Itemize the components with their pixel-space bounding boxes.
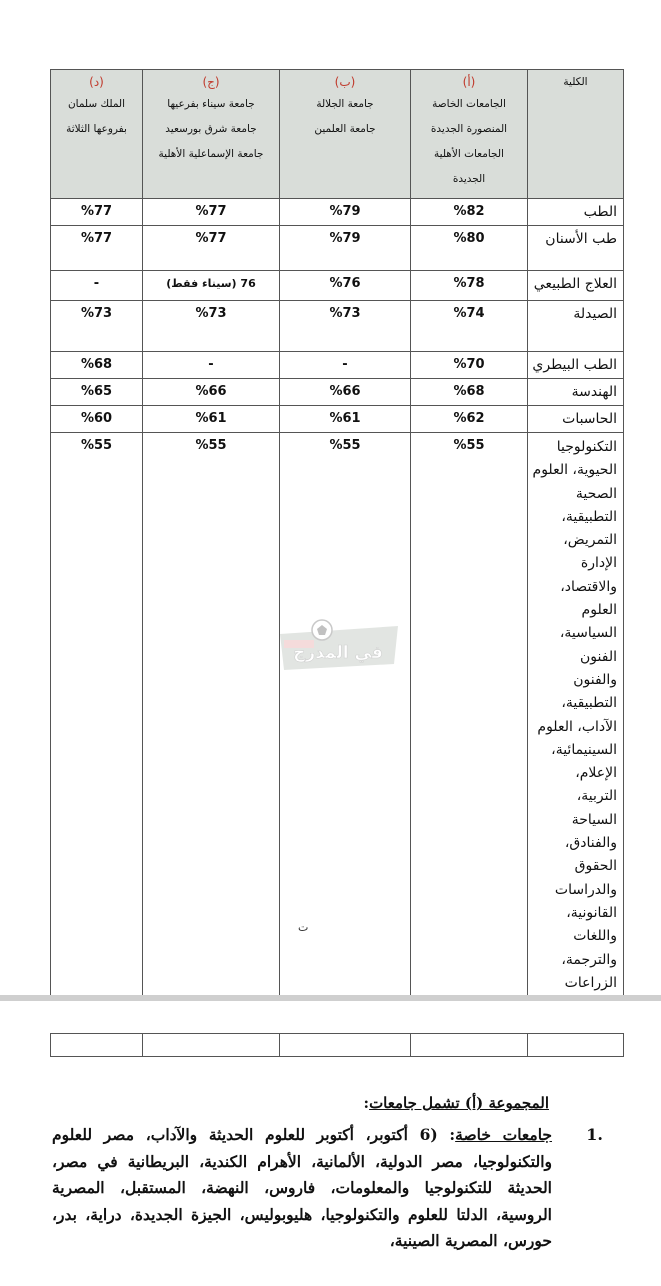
rate-cell-d: %55 (51, 433, 143, 1089)
page-mark: ت (298, 921, 309, 934)
college-cell: الصيدلة (528, 301, 624, 352)
header-group-a-lines: الجامعات الخاصة المنصورة الجديدة الجامعات الأهلية الجديدة (430, 98, 508, 185)
list-item-text: : (6 أكتوبر، أكتوبر للعلوم الحديثة والآداب، مصر للعلوم والتكنولوجيا، مصر الدولية، الألمانية، الأهرام الكندية، البريطانية في مصر، الحديثة للتكنولوجيا والمعلومات، فاروس، النهضة، المستقبل، المصرية الروسية، الدلتا للعلوم والتكنولوجيا، هليوبوليس، الجيزة الجديدة، دراية، بدر، حورس، المصرية الصينية، (52, 1125, 552, 1250)
header-group-b: (ب) جامعة الجلالة جامعة العلمين (280, 70, 411, 199)
college-cell: الهندسة (528, 379, 624, 406)
rate-cell-d: %73 (51, 301, 143, 352)
list-item-number: 1. (586, 1125, 603, 1144)
rate-cell-d: %77 (51, 226, 143, 271)
rate-cell-b: %66 (280, 379, 411, 406)
rate-cell-b: - (280, 352, 411, 379)
group-a-heading: المجموعة (أ) تشمل جامعات: (363, 1094, 549, 1112)
rate-cell-c: %61 (143, 406, 280, 433)
rate-cell-c: %77 (143, 226, 280, 271)
rate-cell-a: %78 (411, 271, 528, 301)
college-cell: العلاج الطبيعي (528, 271, 624, 301)
college-cell: التكنولوجيا الحيوية، العلوم الصحية التطبيقية، التمريض، الإدارة والاقتصاد، العلوم السياسية، الفنون والفنون التطبيقية، الآداب، العلوم السينيمائية، الإعلام، التربية، السياحة والفنادق، الحقوق والدراسات القانونية، واللغات والترجمة، الزراعات (528, 433, 624, 1089)
watermark-text: في المدرج (293, 643, 383, 663)
table-row (51, 301, 624, 352)
table-row (51, 406, 624, 433)
table-row (51, 199, 624, 226)
table-row (51, 271, 624, 301)
table-row (51, 352, 624, 379)
table-row (51, 226, 624, 271)
rate-cell-c: %55 (143, 433, 280, 1089)
rate-cell-a: %55 (411, 433, 528, 1089)
rate-cell-d: %60 (51, 406, 143, 433)
rate-cell-a: %74 (411, 301, 528, 352)
rate-cell-c: %66 (143, 379, 280, 406)
college-cell: طب الأسنان (528, 226, 624, 271)
college-cell: الحاسبات (528, 406, 624, 433)
rate-cell-a: %80 (411, 226, 528, 271)
rate-cell-a: %68 (411, 379, 528, 406)
college-cell: الطب البيطري (528, 352, 624, 379)
rate-cell-b: %79 (280, 226, 411, 271)
header-group-d: (د) الملك سلمان بفروعها الثلاثة (51, 70, 143, 199)
rate-cell-c: %77 (143, 199, 280, 226)
empty-cell (411, 1034, 528, 1057)
college-cell: الطب (528, 199, 624, 226)
list-item-label: جامعات خاصة (455, 1125, 552, 1144)
rate-cell-a: %62 (411, 406, 528, 433)
empty-cell (280, 1034, 411, 1057)
rate-cell-d: %77 (51, 199, 143, 226)
rate-cell-c: 76 (سيناء فقط) (143, 271, 280, 301)
rate-cell-d: - (51, 271, 143, 301)
admission-rates-table (50, 69, 624, 1089)
table-row (51, 379, 624, 406)
header-group-d-lines: الملك سلمان بفروعها الثلاثة (66, 98, 127, 135)
rate-cell-b: %55 (280, 433, 411, 1089)
empty-cell (143, 1034, 280, 1057)
header-group-c: (ج) جامعة سيناء بفرعيها جامعة شرق بورسعيد جامعة الإسماعلية الأهلية (143, 70, 280, 199)
rate-cell-b: %76 (280, 271, 411, 301)
rate-cell-a: %70 (411, 352, 528, 379)
empty-cell (528, 1034, 624, 1057)
header-group-a: (أ) الجامعات الخاصة المنصورة الجديدة الجامعات الأهلية الجديدة (411, 70, 528, 199)
empty-table-row (50, 1033, 624, 1057)
rate-cell-c: %73 (143, 301, 280, 352)
table-row (51, 1034, 624, 1057)
table-row (51, 433, 624, 1089)
rate-cell-b: %79 (280, 199, 411, 226)
rate-cell-a: %82 (411, 199, 528, 226)
rate-cell-c: - (143, 352, 280, 379)
header-group-b-lines: جامعة الجلالة جامعة العلمين (314, 98, 376, 135)
empty-cell (51, 1034, 143, 1057)
header-college: الكلية (528, 70, 624, 199)
rate-cell-b: %73 (280, 301, 411, 352)
rate-cell-b: %61 (280, 406, 411, 433)
list-item (52, 1122, 552, 1255)
header-group-c-lines: جامعة سيناء بفرعيها جامعة شرق بورسعيد جامعة الإسماعلية الأهلية (158, 98, 264, 160)
table-header-row (51, 70, 624, 199)
rate-cell-d: %65 (51, 379, 143, 406)
rate-cell-d: %68 (51, 352, 143, 379)
